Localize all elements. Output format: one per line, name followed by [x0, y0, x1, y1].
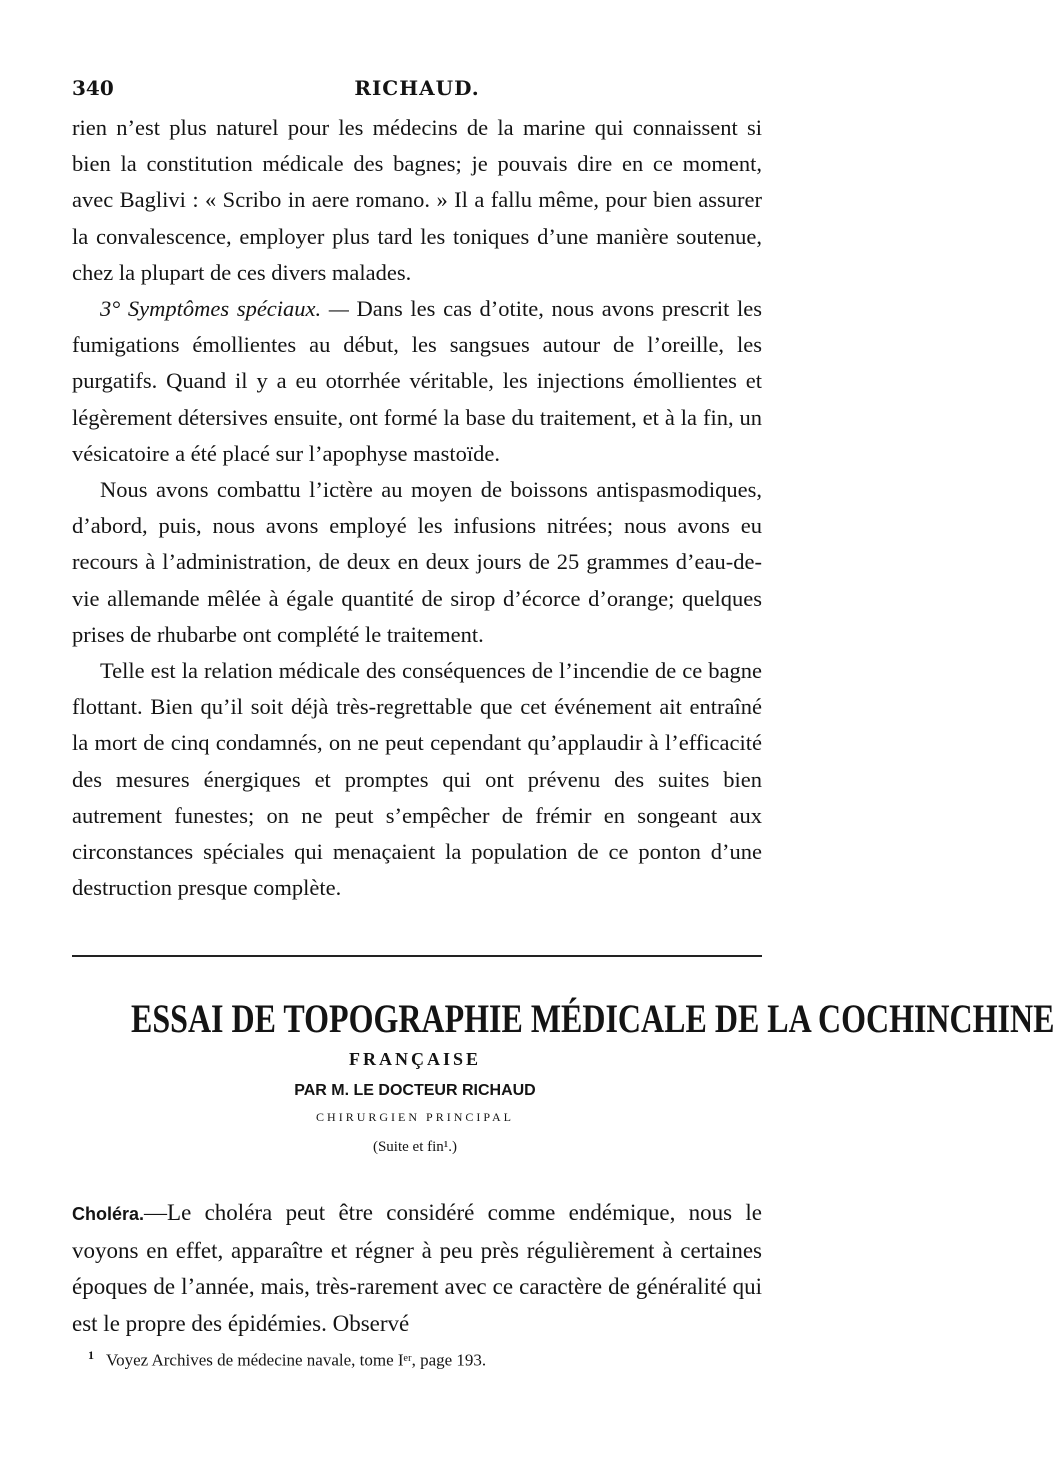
section-divider — [72, 955, 762, 957]
running-head: RICHAUD. — [354, 76, 480, 100]
paragraph-4: Telle est la relation médicale des conséquences de l’incendie de ce bagne flottant. Bien qu’il soit déjà très-regrettable que cet événement ait entraîné la mort de cinq condamnés, on ne peut cependant qu’applaudir à l’efficacité des mesures énergiques et promptes qui ont prévenu des suites bien autrement funestes; on ne peut s’empêcher de frémir en songeant aux circonstances spéciales qui menaçaient la population de ce ponton d’une destruction presque complète. — [72, 658, 762, 901]
chapter-paragraph — [72, 1195, 762, 1342]
body-text — [72, 110, 762, 906]
chapter-lead: Choléra. — [72, 1204, 145, 1224]
footnote-text: Voyez Archives de médecine navale, tome Iᵉʳ, page 193. — [106, 1350, 487, 1370]
page-header — [72, 76, 762, 108]
footnote — [88, 1348, 768, 1371]
chapter-body: —Le choléra peut être considéré comme endémique, nous le voyons en effet, apparaître et régner à peu près régulièrement à certaines époques de l’année, mais, très-rarement avec ce caractère de généralité qui est le propre des épidémies. Observé — [72, 1200, 762, 1336]
paragraph-2 — [72, 291, 762, 472]
author-role: CHIRURGIEN PRINCIPAL — [316, 1110, 514, 1124]
chapter-text — [72, 1195, 762, 1342]
article-title-block — [60, 995, 1054, 1156]
article-author: PAR M. LE DOCTEUR RICHAUD — [294, 1082, 536, 1099]
paragraph-1: rien n’est plus naturel pour les médecins de la marine qui connaissent si bien la constitution médicale des bagnes; je pouvais dire en ce moment, avec Baglivi : « Scribo in aere romano. » Il a fallu même, pour bien assurer la convalescence, employer plus tard les toniques d’une manière soutenue, chez la plupart de ces divers malades. — [72, 115, 762, 285]
article-title: ESSAI DE TOPOGRAPHIE MÉDICALE DE LA COCHINCHINE — [131, 996, 1054, 1041]
paragraph-2-lead: 3° Symptômes spéciaux. — — [100, 296, 349, 322]
paragraph-2-text: Dans les cas d’otite, nous avons prescrit les fumigations émollientes au début, les sangsues autour de l’oreille, les purgatifs. Quand il y a eu otorrhée véritable, les injections émollientes et légèrement détersives ensuite, ont formé la base du traitement, et à la fin, un vésicatoire a été placé sur l’apophyse mastoïde. — [72, 296, 762, 466]
footnote-mark: 1 — [88, 1348, 94, 1362]
paragraph-3: Nous avons combattu l’ictère au moyen de boissons antispasmodiques, d’abord, puis, nous avons employé les infusions nitrées; nous avons eu recours à l’administration, de deux en deux jours de 25 grammes d’eau-de-vie allemande mêlée à égale quantité de sirop d’écorce d’orange; quelques prises de rhubarbe ont complété le traitement. — [72, 477, 762, 647]
article-subtitle: FRANÇAISE — [348, 1049, 481, 1069]
sequel-note: (Suite et fin¹.) — [372, 1139, 458, 1155]
page-number: 340 — [72, 76, 114, 100]
